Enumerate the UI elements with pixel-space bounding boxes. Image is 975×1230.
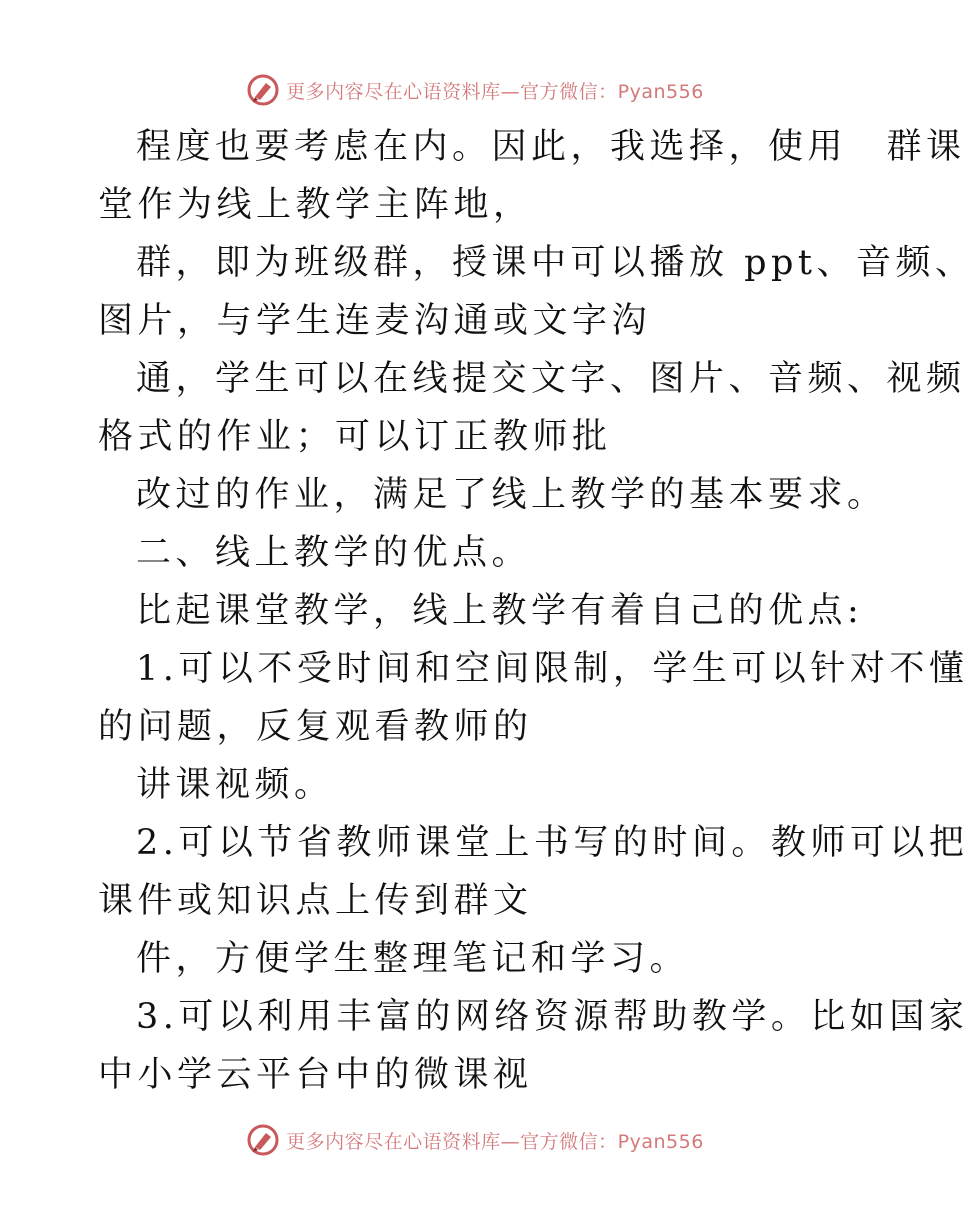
text-line: 通，学生可以在线提交文字、图片、音频、视频	[136, 359, 966, 399]
text-line: 格式的作业；可以订正教师批	[98, 417, 612, 457]
text-line: 改过的作业，满足了线上教学的基本要求。	[136, 475, 887, 515]
list-item	[98, 988, 969, 1104]
section-heading	[98, 524, 858, 582]
text-line: 课件或知识点上传到群文	[98, 881, 533, 921]
text-line: 的问题，反复观看教师的	[98, 707, 533, 747]
paragraph	[98, 118, 966, 234]
footer-banner	[0, 1120, 950, 1160]
text-line: 程度也要考虑在内。因此，我选择，使用 群课	[136, 127, 966, 167]
text-line: 图片，与学生连麦沟通或文字沟	[98, 301, 652, 341]
paragraph	[98, 350, 966, 466]
paragraph	[98, 930, 858, 988]
text-line: 群，即为班级群，授课中可以播放 ppt、音频、	[136, 243, 975, 283]
header-banner	[0, 70, 950, 110]
text-line: 二、线上教学的优点。	[136, 533, 532, 573]
pen-seal-logo-icon	[246, 1123, 280, 1157]
list-item	[98, 640, 969, 756]
text-line: 堂作为线上教学主阵地，	[98, 185, 533, 225]
pen-seal-logo-icon	[246, 73, 280, 107]
paragraph	[98, 234, 975, 350]
text-line: 1.可以不受时间和空间限制，学生可以针对不懂	[136, 649, 969, 689]
text-line: 讲课视频。	[136, 765, 334, 805]
paragraph	[98, 466, 887, 524]
text-line: 3.可以利用丰富的网络资源帮助教学。比如国家	[136, 997, 969, 1037]
text-line: 比起课堂教学，线上教学有着自己的优点:	[136, 591, 864, 631]
banner-text: 更多内容尽在心语资料库—官方微信：Pyan556	[286, 1130, 704, 1153]
text-line: 2.可以节省教师课堂上书写的时间。教师可以把	[136, 823, 969, 863]
paragraph	[98, 756, 858, 814]
document-body	[98, 118, 975, 1104]
paragraph	[98, 582, 864, 640]
text-line: 件，方便学生整理笔记和学习。	[136, 939, 690, 979]
list-item	[98, 814, 969, 930]
banner-text: 更多内容尽在心语资料库—官方微信：Pyan556	[286, 80, 704, 103]
text-line: 中小学云平台中的微课视	[98, 1055, 533, 1095]
